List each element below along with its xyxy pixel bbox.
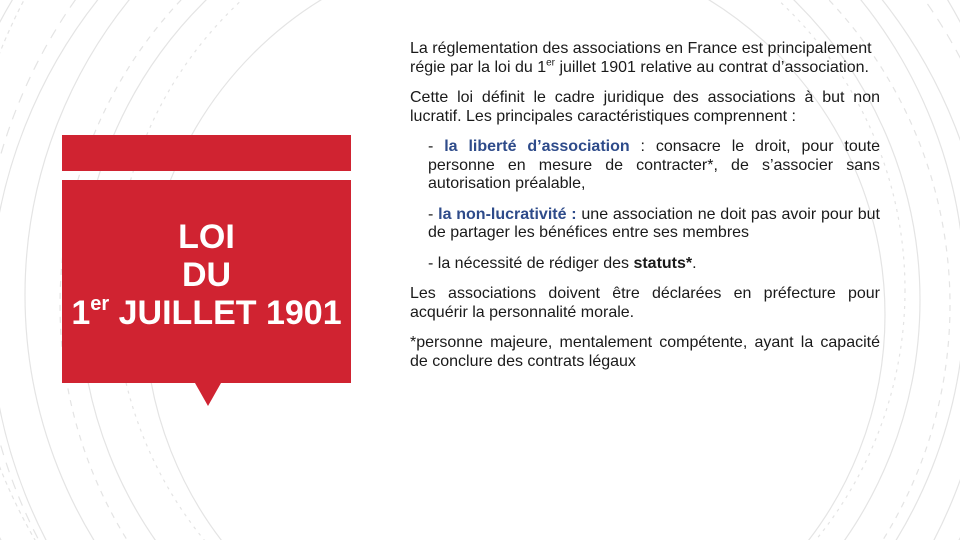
intro-text-post: juillet 1901 relative au contrat d’association.: [555, 58, 869, 76]
title-line-3-superscript: er: [90, 292, 110, 315]
footnote: *personne majeure, mentalement compétente, ayant la capacité de conclure des contrats légaux: [410, 334, 880, 370]
list-item-statuts: [428, 255, 880, 274]
list-item-liberte-dash: -: [428, 138, 445, 155]
title-line-3-prefix: 1: [71, 294, 91, 332]
title-line-1: LOI: [178, 218, 235, 256]
title-line-3: [62, 294, 351, 332]
slide-body-text: [410, 40, 880, 383]
list-item-non-lucrativite-dash: -: [428, 205, 439, 223]
list-item-statuts-bold: statuts*: [633, 254, 693, 272]
list-item-non-lucrativite-text: une association ne doit pas avoir pour but de partager les bénéfices entre ses membres: [428, 205, 880, 241]
title-line-3-suffix: JUILLET 1901: [109, 294, 342, 332]
list-item-statuts-text: - la nécessité de rédiger des: [428, 254, 634, 272]
list-item-liberte-text: : consacre le droit, pour toute personne en mesure de contracter*, de s’associer sans autorisation préalable,: [428, 138, 881, 192]
intro-superscript: er: [546, 57, 555, 69]
declaration-paragraph: Les associations doivent être déclarées en préfecture pour acquérir la personnalité morale.: [410, 285, 880, 321]
red-accent-band: [62, 135, 351, 171]
slide-title: [62, 218, 351, 332]
list-item-non-lucrativite: [428, 206, 880, 243]
title-line-2: DU: [181, 256, 232, 294]
list-item-statuts-post: .: [692, 254, 697, 272]
list-item-liberte-highlight: la liberté d’association: [444, 138, 630, 155]
list-item-non-lucrativite-highlight: la non-lucrativité :: [438, 205, 577, 223]
intro-text-pre: La réglementation des associations en France est principalement régie par la loi du 1: [410, 40, 872, 76]
title-box-pointer: [195, 383, 221, 406]
intro-paragraph: [410, 40, 880, 77]
list-item-liberte: [428, 138, 880, 194]
definition-paragraph: Cette loi définit le cadre juridique des associations à but non lucratif. Les principales caractéristiques comprennent :: [410, 89, 880, 125]
